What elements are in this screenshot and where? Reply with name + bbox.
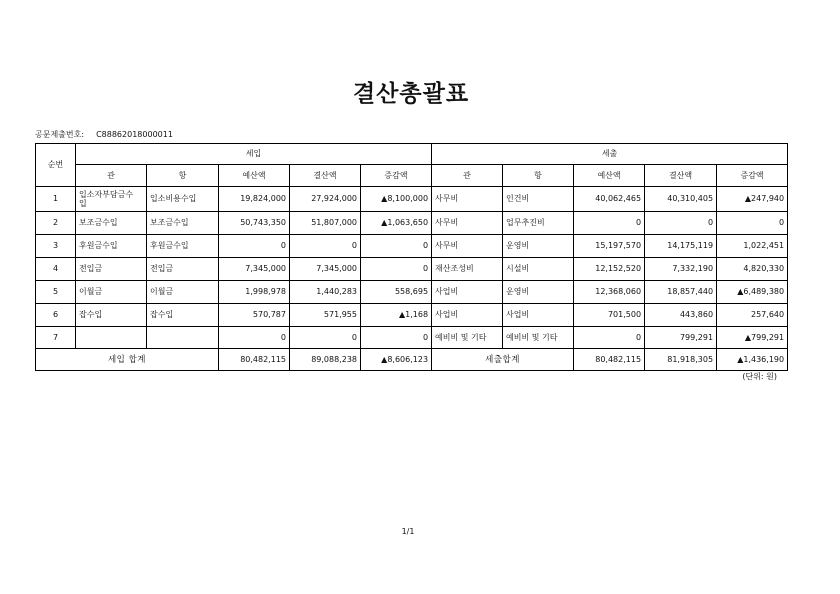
table-row	[36, 281, 788, 304]
unit-note: (단위: 원)	[742, 372, 777, 381]
table-row	[36, 304, 788, 327]
expenditure-budget-cell: 40,062,465	[574, 187, 645, 212]
revenue-settlement-cell: 0	[290, 327, 361, 349]
expenditure-budget-cell: 701,500	[574, 304, 645, 327]
header-revenue-budget: 예산액	[219, 165, 290, 187]
revenue-change-cell: ▲1,168	[361, 304, 432, 327]
expenditure-change-cell: ▲247,940	[717, 187, 788, 212]
expenditure-settlement-cell: 0	[645, 212, 717, 235]
revenue-hang-cell: 보조금수입	[147, 212, 219, 235]
header-revenue: 세입	[76, 144, 432, 165]
expenditure-total-change: ▲1,436,190	[717, 349, 788, 371]
revenue-hang-cell: 이월금	[147, 281, 219, 304]
total-row	[36, 349, 788, 371]
revenue-gwan-cell: 입소자부담금수입	[76, 187, 147, 212]
expenditure-budget-cell: 0	[574, 212, 645, 235]
revenue-gwan-cell: 이월금	[76, 281, 147, 304]
revenue-budget-cell: 7,345,000	[219, 258, 290, 281]
expenditure-total-budget: 80,482,115	[574, 349, 645, 371]
revenue-settlement-cell: 7,345,000	[290, 258, 361, 281]
revenue-total-change: ▲8,606,123	[361, 349, 432, 371]
settlement-summary-table	[35, 143, 788, 371]
expenditure-gwan-cell: 사무비	[432, 212, 503, 235]
page-number: 1/1	[401, 527, 415, 536]
document-title: 결산총괄표	[352, 81, 470, 107]
seq-cell: 3	[36, 235, 76, 258]
header-expenditure-change: 증감액	[717, 165, 788, 187]
revenue-total-budget: 80,482,115	[219, 349, 290, 371]
expenditure-settlement-cell: 443,860	[645, 304, 717, 327]
seq-cell: 6	[36, 304, 76, 327]
header-revenue-settlement: 결산액	[290, 165, 361, 187]
expenditure-settlement-cell: 40,310,405	[645, 187, 717, 212]
expenditure-budget-cell: 0	[574, 327, 645, 349]
table-row	[36, 212, 788, 235]
revenue-hang-cell	[147, 327, 219, 349]
seq-cell: 2	[36, 212, 76, 235]
expenditure-hang-cell: 운영비	[503, 281, 574, 304]
table-row	[36, 258, 788, 281]
revenue-change-cell: 0	[361, 235, 432, 258]
expenditure-change-cell: ▲799,291	[717, 327, 788, 349]
expenditure-change-cell: 257,640	[717, 304, 788, 327]
revenue-budget-cell: 19,824,000	[219, 187, 290, 212]
expenditure-settlement-cell: 7,332,190	[645, 258, 717, 281]
table-row	[36, 327, 788, 349]
header-revenue-gwan: 관	[76, 165, 147, 187]
revenue-change-cell: 0	[361, 327, 432, 349]
expenditure-budget-cell: 12,368,060	[574, 281, 645, 304]
seq-cell: 5	[36, 281, 76, 304]
submission-label: 공문제출번호:	[35, 130, 85, 139]
expenditure-change-cell: 4,820,330	[717, 258, 788, 281]
expenditure-total-settlement: 81,918,305	[645, 349, 717, 371]
expenditure-hang-cell: 업무추진비	[503, 212, 574, 235]
header-row-groups	[36, 144, 788, 165]
expenditure-change-cell: 0	[717, 212, 788, 235]
expenditure-gwan-cell: 예비비 및 기타	[432, 327, 503, 349]
revenue-budget-cell: 1,998,978	[219, 281, 290, 304]
revenue-gwan-cell: 후원금수입	[76, 235, 147, 258]
revenue-gwan-cell	[76, 327, 147, 349]
revenue-change-cell: ▲1,063,650	[361, 212, 432, 235]
header-row-columns	[36, 165, 788, 187]
header-revenue-hang: 항	[147, 165, 219, 187]
revenue-settlement-cell: 0	[290, 235, 361, 258]
expenditure-gwan-cell: 재산조성비	[432, 258, 503, 281]
revenue-hang-cell: 입소비용수입	[147, 187, 219, 212]
revenue-budget-cell: 0	[219, 235, 290, 258]
expenditure-settlement-cell: 799,291	[645, 327, 717, 349]
expenditure-budget-cell: 12,152,520	[574, 258, 645, 281]
revenue-change-cell: 558,695	[361, 281, 432, 304]
seq-cell: 4	[36, 258, 76, 281]
revenue-budget-cell: 570,787	[219, 304, 290, 327]
expenditure-hang-cell: 인건비	[503, 187, 574, 212]
header-expenditure-gwan: 관	[432, 165, 503, 187]
expenditure-budget-cell: 15,197,570	[574, 235, 645, 258]
expenditure-gwan-cell: 사무비	[432, 235, 503, 258]
header-expenditure: 세출	[432, 144, 788, 165]
expenditure-change-cell: 1,022,451	[717, 235, 788, 258]
expenditure-gwan-cell: 사무비	[432, 187, 503, 212]
expenditure-change-cell: ▲6,489,380	[717, 281, 788, 304]
revenue-settlement-cell: 1,440,283	[290, 281, 361, 304]
revenue-gwan-cell: 잡수입	[76, 304, 147, 327]
expenditure-settlement-cell: 18,857,440	[645, 281, 717, 304]
expenditure-hang-cell: 운영비	[503, 235, 574, 258]
revenue-settlement-cell: 51,807,000	[290, 212, 361, 235]
expenditure-gwan-cell: 사업비	[432, 304, 503, 327]
expenditure-hang-cell: 시설비	[503, 258, 574, 281]
table-row	[36, 235, 788, 258]
expenditure-hang-cell: 사업비	[503, 304, 574, 327]
header-expenditure-settlement: 결산액	[645, 165, 717, 187]
header-expenditure-budget: 예산액	[574, 165, 645, 187]
revenue-change-cell: ▲8,100,000	[361, 187, 432, 212]
revenue-hang-cell: 후원금수입	[147, 235, 219, 258]
expenditure-gwan-cell: 사업비	[432, 281, 503, 304]
header-expenditure-hang: 항	[503, 165, 574, 187]
header-seq: 순번	[36, 144, 76, 187]
seq-cell: 7	[36, 327, 76, 349]
header-revenue-change: 증감액	[361, 165, 432, 187]
revenue-budget-cell: 0	[219, 327, 290, 349]
submission-number-line	[35, 130, 173, 140]
revenue-settlement-cell: 27,924,000	[290, 187, 361, 212]
revenue-budget-cell: 50,743,350	[219, 212, 290, 235]
revenue-total-settlement: 89,088,238	[290, 349, 361, 371]
table-row	[36, 187, 788, 212]
submission-number: C88862018000011	[96, 130, 173, 139]
revenue-hang-cell: 잡수입	[147, 304, 219, 327]
revenue-gwan-cell: 전입금	[76, 258, 147, 281]
expenditure-hang-cell: 예비비 및 기타	[503, 327, 574, 349]
expenditure-settlement-cell: 14,175,119	[645, 235, 717, 258]
seq-cell: 1	[36, 187, 76, 212]
revenue-total-label: 세입 합계	[36, 349, 219, 371]
revenue-hang-cell: 전입금	[147, 258, 219, 281]
revenue-gwan-cell: 보조금수입	[76, 212, 147, 235]
revenue-settlement-cell: 571,955	[290, 304, 361, 327]
expenditure-total-label: 세출합계	[432, 349, 574, 371]
revenue-change-cell: 0	[361, 258, 432, 281]
